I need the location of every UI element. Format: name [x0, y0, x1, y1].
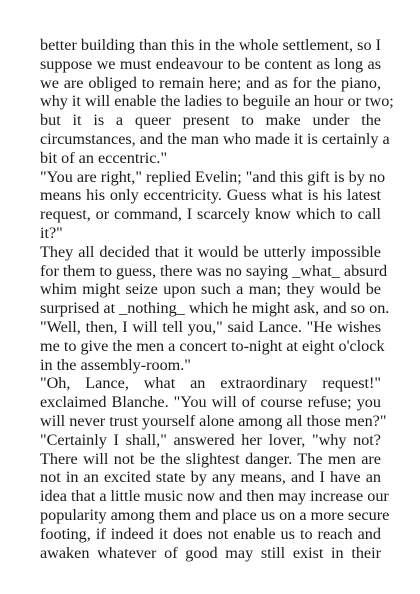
- text-line: why it will enable the ladies to beguile an hour or two;: [40, 92, 394, 111]
- text-line: request, or command, I scarcely know which to call: [40, 205, 381, 224]
- text-line: bit of an eccentric.": [40, 148, 168, 167]
- text-line: it?": [40, 223, 63, 242]
- text-line: better building than this in the whole settlement, so I: [40, 36, 381, 54]
- text-line: "Well, then, I will tell you," said Lance. "He wishes: [40, 317, 381, 336]
- text-line: for them to guess, there was no saying _what_ absurd: [40, 261, 388, 280]
- text-line: "Certainly I shall," answered her lover, "why not?: [40, 430, 381, 449]
- text-line: but it is a queer present to make under the: [40, 111, 381, 130]
- text-line: me to give the men a concert to-night at eight o'clock: [40, 336, 385, 355]
- text-line: They all decided that it would be utterly impossible: [40, 242, 381, 261]
- text-line: exclaimed Blanche. "You will of course refuse; you: [40, 393, 381, 412]
- text-line: we are obliged to remain here; and as for the piano,: [40, 73, 381, 92]
- text-line: means his only eccentricity. Guess what is his latest: [40, 186, 381, 205]
- text-line: footing, if indeed it does not enable us to reach and: [40, 524, 381, 543]
- text-line: popularity among them and place us on a more secure: [40, 505, 390, 524]
- text-line: in the assembly-room.": [40, 355, 191, 374]
- text-line: suppose we must endeavour to be content as long as: [40, 54, 381, 73]
- text-line: surprised at _nothing_ which he might ask, and so on.: [40, 299, 390, 318]
- text-line: "You are right," replied Evelin; "and this gift is by no: [40, 167, 386, 186]
- text-line: There will not be the slightest danger. The men are: [40, 449, 381, 468]
- text-line: "Oh, Lance, what an extraordinary request!": [40, 374, 381, 393]
- text-line: idea that a little music now and then may increase our: [40, 487, 389, 506]
- text-line: whim might seize upon such a man; they would be: [40, 280, 381, 299]
- body-text: [40, 36, 394, 562]
- text-line: will never trust yourself alone among all those men?": [40, 411, 387, 430]
- text-line: not in an excited state by any means, and I have an: [40, 468, 381, 487]
- text-line: circumstances, and the man who made it is certainly a: [40, 129, 390, 148]
- text-line: awaken whatever of good may still exist in their: [40, 543, 381, 562]
